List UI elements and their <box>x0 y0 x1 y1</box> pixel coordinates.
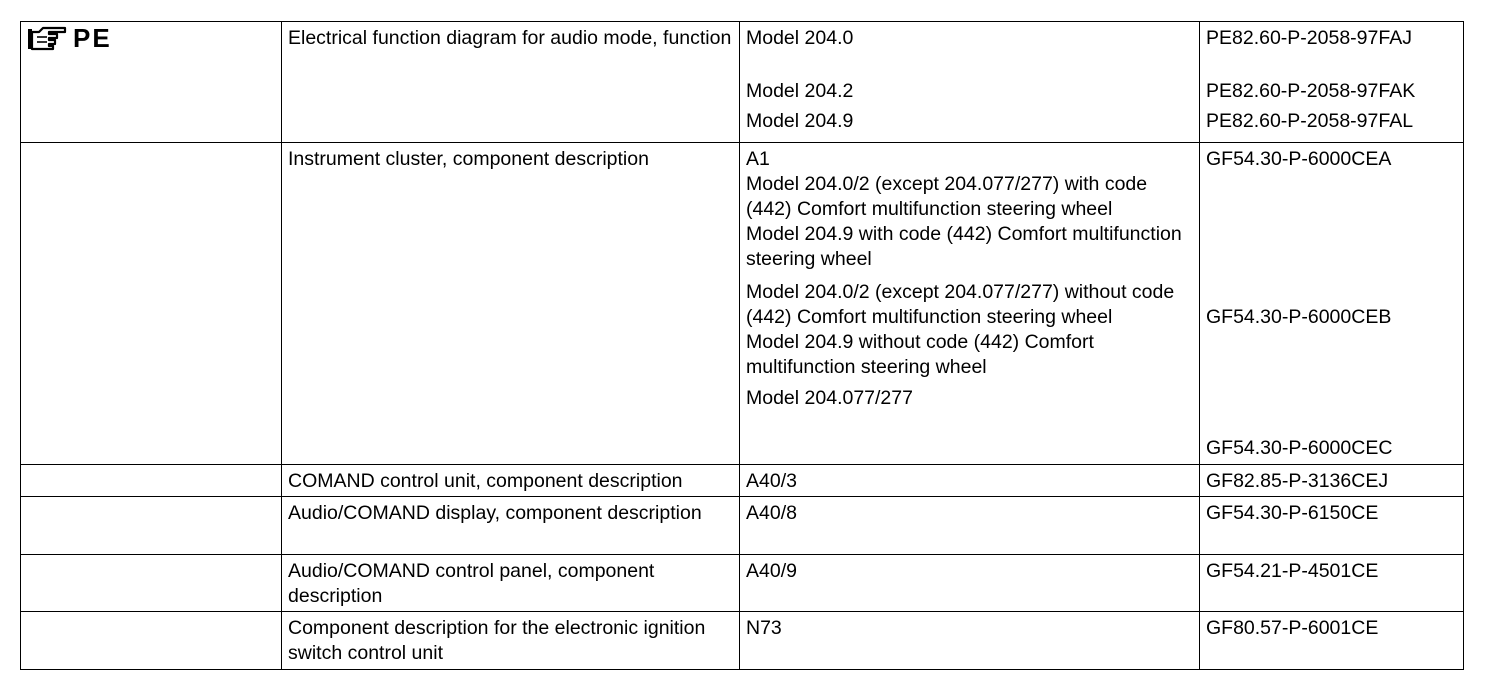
row-description: Audio/COMAND control panel, component description <box>288 560 655 607</box>
reference-code: PE82.60-P-2058-97FAK <box>1206 80 1416 102</box>
row-description: Audio/COMAND display, component description <box>288 502 702 524</box>
condition-cell <box>740 143 1200 465</box>
condition-text: Model 204.9 without code (442) Comfort multifunction steering wheel <box>746 331 1094 378</box>
condition-text: Model 204.0/2 (except 204.077/277) without code (442) Comfort multifunction steering wheel <box>746 281 1175 328</box>
condition-text: Model 204.0/2 (except 204.077/277) with code (442) Comfort multifunction steering wheel <box>746 173 1148 220</box>
row-description: Component description for the electronic ignition switch control unit <box>288 617 706 664</box>
description-cell <box>282 497 740 555</box>
marker-cell <box>21 143 282 465</box>
marker-label: PE <box>73 23 112 53</box>
marker-cell <box>21 612 282 670</box>
table-row <box>21 497 1464 555</box>
condition-text: Model 204.077/277 <box>746 387 913 409</box>
table-row <box>21 465 1464 497</box>
reference-code: GF80.57-P-6001CE <box>1206 617 1379 639</box>
description-cell <box>282 22 740 143</box>
row-description: COMAND control unit, component description <box>288 470 683 492</box>
component-code: A40/8 <box>746 502 797 524</box>
condition-cell <box>740 497 1200 555</box>
condition-cell <box>740 465 1200 497</box>
reference-cell <box>1200 465 1464 497</box>
reference-cell <box>1200 143 1464 465</box>
pointing-hand-icon <box>27 25 67 51</box>
component-code: A40/3 <box>746 470 797 492</box>
condition-cell <box>740 22 1200 143</box>
reference-code: GF54.30-P-6000CEA <box>1206 148 1392 170</box>
description-cell <box>282 143 740 465</box>
reference-code: PE82.60-P-2058-97FAJ <box>1206 27 1412 49</box>
pe-marker <box>27 24 112 52</box>
condition-text: Model 204.0 <box>746 27 854 49</box>
table-row <box>21 612 1464 670</box>
table-row <box>21 143 1464 465</box>
component-code: A40/9 <box>746 560 797 582</box>
table-row <box>21 555 1464 612</box>
component-code: N73 <box>746 617 782 639</box>
marker-cell <box>21 22 282 143</box>
condition-text: Model 204.2 <box>746 80 854 102</box>
component-code: A1 <box>746 148 770 170</box>
reference-cell <box>1200 555 1464 612</box>
condition-text: Model 204.9 with code (442) Comfort multifunction steering wheel <box>746 223 1182 270</box>
marker-cell <box>21 497 282 555</box>
row-description: Instrument cluster, component description <box>288 148 649 170</box>
description-cell <box>282 555 740 612</box>
description-cell <box>282 465 740 497</box>
table-row <box>21 22 1464 143</box>
reference-code: GF54.30-P-6150CE <box>1206 502 1379 524</box>
condition-cell <box>740 612 1200 670</box>
condition-cell <box>740 555 1200 612</box>
reference-table <box>20 21 1464 670</box>
description-cell <box>282 612 740 670</box>
reference-cell <box>1200 497 1464 555</box>
reference-code: GF82.85-P-3136CEJ <box>1206 470 1389 492</box>
reference-code: GF54.30-P-6000CEB <box>1206 306 1392 328</box>
reference-cell <box>1200 22 1464 143</box>
row-description: Electrical function diagram for audio mode, function <box>288 27 732 49</box>
reference-code: GF54.21-P-4501CE <box>1206 560 1379 582</box>
reference-code: PE82.60-P-2058-97FAL <box>1206 110 1414 132</box>
reference-cell <box>1200 612 1464 670</box>
marker-cell <box>21 555 282 612</box>
marker-cell <box>21 465 282 497</box>
reference-code: GF54.30-P-6000CEC <box>1206 437 1393 459</box>
condition-text: Model 204.9 <box>746 110 854 132</box>
